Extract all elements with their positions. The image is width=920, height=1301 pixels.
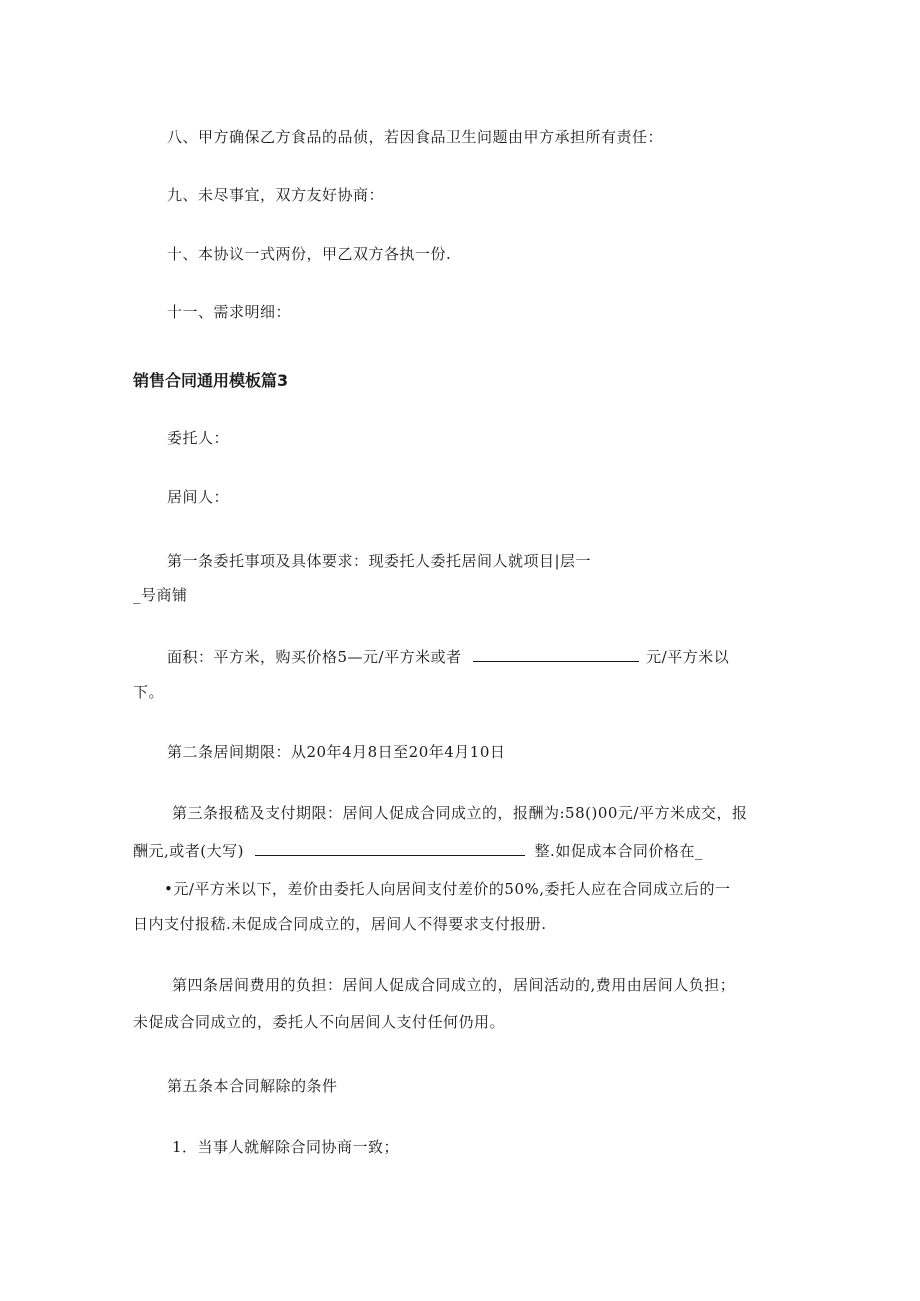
article-3-line-3: •元/平方米以下，差价由委托人向居间支付差价的50%,委托人应在合同成立后的一 [164,880,731,898]
clause-8: 八、甲方确保乙方食品的品侦，若因食品卫生问题由甲方承担所有责任： [167,128,664,146]
clause-10: 十、本协议一式两份，甲乙双方各执一份. [167,245,452,263]
article-1-line-2: _号商铺 [133,586,188,604]
area-price-line-1 [167,647,729,667]
article-4-line-1: 第四条居间费用的负担：居间人促成合同成立的，居间活动的,费用由居间人负担； [172,976,736,994]
article-1-line-1: 第一条委托事项及具体要求：现委托人委托居间人就项目|层一 [167,552,592,570]
area-price-text: 面积：平方米，购买价格5—元/平方米或者 [167,648,462,666]
clause-9: 九、未尽事宜，双方友好协商： [167,186,385,204]
article-2: 第二条居间期限：从20年4月8日至20年4月10日 [167,743,506,761]
price-blank-field [473,647,639,662]
article-3-line-2 [133,841,703,861]
article-3-amount-tail: 整.如促成本合同价格在_ [534,842,703,860]
broker-label: 居间人： [167,488,230,506]
amount-blank-field [255,841,525,856]
section-title: 销售合同通用模板篇3 [133,371,289,390]
article-3-line-1: 第三条报嵇及支付期限：居间人促成合同成立的，报酬为:58()00元/平方米成交，报 [172,804,748,822]
entrusting-party-label: 委托人： [167,429,230,447]
article-5-item-1: 1．当事人就解除合同协商一致； [172,1138,400,1156]
area-price-unit: 元/平方米以 [646,648,730,666]
article-3-amount-label: 酬元,或者(大写) [133,842,244,860]
area-price-line-2: 下。 [133,683,165,701]
article-3-line-4: 日内支付报嵇.未促成合同成立的，居间人不得要求支付报册. [133,915,547,933]
article-4-line-2: 未促成合同成立的，委托人不向居间人支付任何仍用。 [133,1013,506,1031]
clause-11: 十一、需求明细： [167,303,292,321]
article-5: 第五条本合同解除的条件 [167,1077,338,1095]
